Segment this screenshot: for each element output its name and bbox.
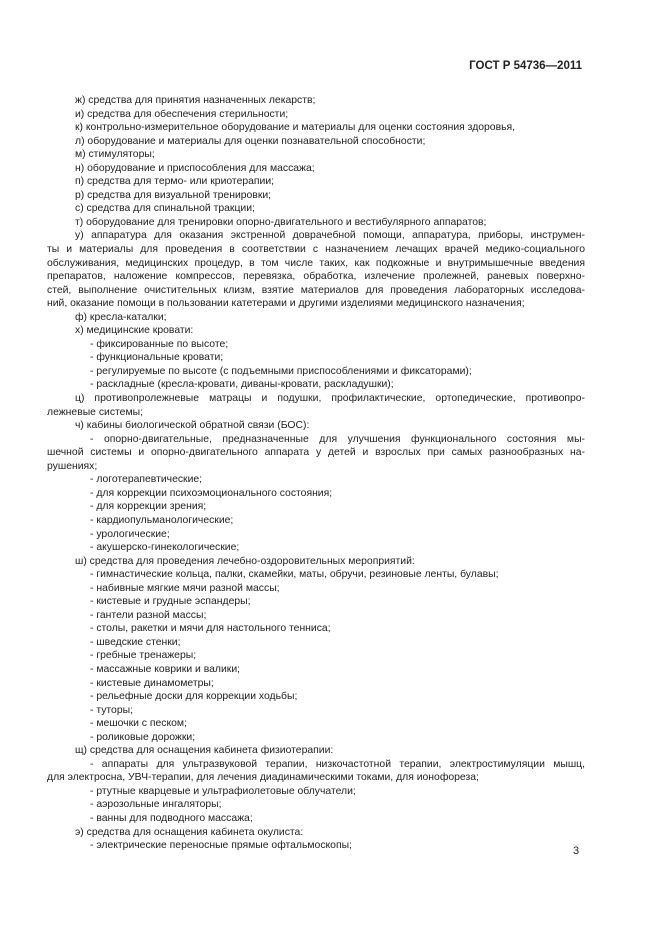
text-line: - гантели разной массы; [90, 609, 207, 621]
text-line: обслуживания, медицинских процедур, в том числе таких, как подкожные и внутримышечные введения [47, 257, 585, 269]
text-line: р) средства для визуальной тренировки; [75, 189, 272, 201]
text-line: - электрические переносные прямые офтальмоскопы; [90, 840, 352, 852]
text-line: ний, оказание помощи в пользовании катетерами и другими изделиями медицинского назначения; [47, 298, 525, 310]
text-line: - опорно-двигательные, предназначенные для улучшения функционального состояния мы- [90, 433, 585, 445]
text-line: стей, выполнение очистительных клизм, взятие материалов для проведения лабораторных исследова- [47, 284, 585, 296]
text-line: - массажные коврики и валики; [90, 663, 241, 675]
text-line: с) средства для спинальной тракции; [75, 203, 255, 215]
text-line: у) аппаратура для оказания экстренной доврачебной помощи, аппаратура, приборы, инструмен- [75, 230, 585, 242]
document-body [47, 94, 585, 853]
text-line: - для коррекции психоэмоционального состояния; [90, 487, 333, 499]
text-line: ш) средства для проведения лечебно-оздоровительных мероприятий: [75, 555, 415, 567]
text-line: - мешочки с песком; [90, 718, 187, 730]
text-line: для электросна, УВЧ-терапии, для лечения диадинамическими токами, для ионофореза; [47, 772, 479, 784]
text-line: - аппараты для ультразвуковой терапии, низкочастотной терапии, электростимуляции мышц, [90, 758, 585, 770]
text-line: - туторы; [90, 704, 133, 716]
text-line: м) стимуляторы; [75, 149, 155, 161]
text-line: - роликовые дорожки; [90, 731, 196, 743]
text-line: э) средства для оснащения кабинета окулиста: [75, 826, 304, 838]
text-line: - кардиопульманологические; [90, 514, 234, 526]
text-line: - функциональные кровати; [90, 352, 224, 364]
text-line: и) средства для обеспечения стерильности; [75, 108, 289, 120]
text-line: ф) кресла-каталки; [75, 311, 167, 323]
text-line: - логотерапевтические; [90, 474, 203, 486]
text-line: шечной системы и опорно-двигательного аппарата у детей и взрослых при самых разнообразных на- [47, 447, 585, 459]
text-line: ты и материалы для проведения в соответствии с назначением лечащих врачей медико-социального [47, 244, 585, 256]
text-line: - кистевые и грудные эспандеры; [90, 596, 251, 608]
text-line: т) оборудование для тренировки опорно-двигательного и вестибулярного аппаратов; [75, 216, 487, 228]
text-line: ц) противопролежневые матрацы и подушки, профилактические, ортопедические, противопро- [75, 393, 585, 405]
page-number: 3 [573, 845, 580, 857]
text-line: препаратов, наложение компрессов, перевязка, обработка, излечение пролежней, раневых поверхно- [47, 271, 585, 283]
text-line: - аэрозольные ингаляторы; [90, 799, 222, 811]
text-line: - рельефные доски для коррекции ходьбы; [90, 691, 298, 703]
text-line: - регулируемые по высоте (с подъемными приспособлениями и фиксаторами); [90, 365, 472, 377]
text-line: п) средства для термо- или криотерапии; [75, 176, 275, 188]
text-line: - набивные мягкие мячи разной массы; [90, 582, 280, 594]
text-line: - для коррекции зрения; [90, 501, 207, 513]
text-line: щ) средства для оснащения кабинета физиотерапии: [75, 745, 334, 757]
text-line: к) контрольно-измерительное оборудование и материалы для оценки состояния здоровья, [75, 122, 516, 134]
text-line: - фиксированные по высоте; [90, 338, 229, 350]
text-line: х) медицинские кровати: [75, 325, 194, 337]
text-line: - гимнастические кольца, палки, скамейки, маты, обручи, резиновые ленты, булавы; [90, 569, 499, 581]
text-line: - ртутные кварцевые и ультрафиолетовые облучатели; [90, 785, 356, 797]
text-line: - раскладные (кресла-кровати, диваны-кровати, раскладушки); [90, 379, 394, 391]
text-line: - столы, ракетки и мячи для настольного тенниса; [90, 623, 331, 635]
text-line: рушениях; [47, 460, 98, 472]
text-line: - урологические; [90, 528, 170, 540]
text-line: - кистевые динамометры; [90, 677, 214, 689]
text-line: - акушерско-гинекологические; [90, 542, 240, 554]
text-line: ж) средства для принятия назначенных лекарств; [75, 95, 316, 106]
text-line: лежневые системы; [47, 406, 143, 418]
document-header: ГОСТ Р 54736—2011 [469, 60, 582, 72]
text-line: ч) кабины биологической обратной связи (БОС): [75, 420, 310, 432]
text-line: - ванны для подводного массажа; [90, 812, 253, 824]
text-line: л) оборудование и материалы для оценки познавательной способности; [75, 135, 426, 147]
text-line: - гребные тренажеры; [90, 650, 197, 662]
text-line: - шведские стенки; [90, 636, 181, 648]
text-line: н) оборудование и приспособления для массажа; [75, 162, 315, 174]
